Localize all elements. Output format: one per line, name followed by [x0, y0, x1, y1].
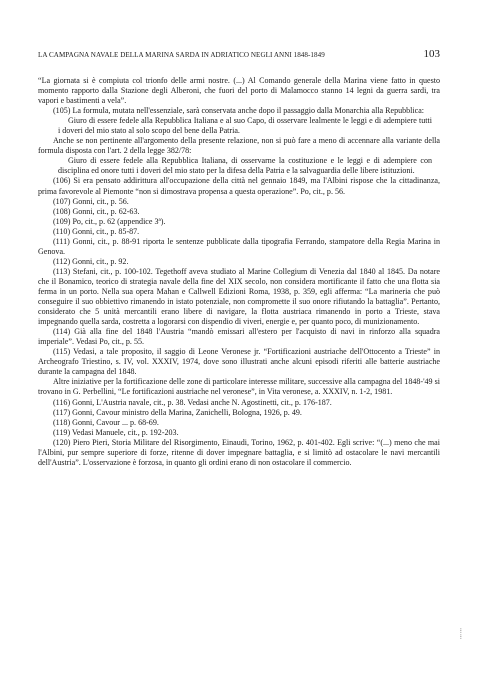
oath-quote: Giuro di essere fedele alla Repubblica Italiana e al suo Capo, di osservare lealmente le leggi e di adempiere tutti i doveri del mio stato al solo scopo del bene della Patria. — [58, 116, 432, 136]
footnote-116: (116) Gonni, L'Austria navale, cit., p. 38. Vedasi anche N. Agostinetti, cit., p. 176-187. — [53, 397, 332, 407]
paragraph: Anche se non pertinente all'argomento della presente relazione, non si può fare a meno di accennare alla variante della formula disposta con l'art. 2 della legge 382/78: — [38, 136, 440, 156]
footnote-107: (107) Gonni, cit., p. 56. — [53, 196, 129, 206]
paragraph: “La giornata si è compiuta col trionfo delle armi nostre. (...) Al Comando generale della Marina viene fatto in questo momento rapporto dalla Stazione degli Alberoni, che fuori del porto di Malamocco stanno 14 legni da guerra sardi, tra vapori e bastimenti a vela”. — [38, 76, 440, 106]
page-number: 103 — [423, 48, 440, 60]
page-body — [38, 76, 440, 468]
oath-quote: Giuro di essere fedele alla Repubblica Italiana, di osservarne la costituzione e le leggi e di adempiere con disciplina ed onore tutti i doveri del mio stato per la difesa della Patria e la salvaguardia delle libere istituzioni. — [58, 156, 432, 176]
footnote-118: (118) Gonni, Cavour ... p. 68-69. — [53, 417, 159, 427]
paragraph: Altre iniziative per la fortificazione delle zone di particolare interesse militare, successive alla campagna del 1848-'49 si trovano in G. Perbellini, “Le fortificazioni austriache nel veronese”, in Vita veronese, a. XXXIV, n. 1-2, 1981. — [38, 377, 440, 397]
footnote-106: (106) Si era pensato addirittura all'occupazione della città nel gennaio 1849, ma l'Albini rispose che la cittadinanza, prima favorevole al Piemonte “non si dimostrava propensa a questa operazione”. Po, cit., p. 56. — [38, 176, 440, 196]
footnote-119: (119) Vedasi Manuele, cit., p. 192-203. — [53, 427, 179, 437]
margin-scribble-mark: ⁝ ⁝ — [459, 627, 462, 641]
footnote-114: (114) Già alla fine del 1848 l'Austria “mandò emissari all'estero per l'acquisto di navi in rinforzo alla squadra imperiale”. Vedasi Po, cit., p. 55. — [38, 327, 440, 347]
footnote-105: (105) La formula, mutata nell'essenziale, sarà conservata anche dopo il passaggio dalla Monarchia alla Repubblica: — [53, 106, 425, 116]
footnote-108: (108) Gonni, cit., p. 62-63. — [53, 206, 140, 216]
footnote-112: (112) Gonni, cit., p. 92. — [53, 256, 129, 266]
footnote-115: (115) Vedasi, a tale proposito, il saggio di Leone Veronese jr. “Fortificazioni austriache dell'Ottocento a Trieste” in Archeografo Triestino, s. IV, vol. XXXIV, 1974, dove sono illustrati anche alcuni episodi riferiti alle batterie austriache durante la campagna del 1848. — [38, 347, 440, 377]
running-head: LA CAMPAGNA NAVALE DELLA MARINA SARDA IN ADRIATICO NEGLI ANNI 1848-1849 — [38, 51, 325, 59]
footnote-111: (111) Gonni, cit., p. 88-91 riporta le sentenze pubblicate dalla tipografia Ferrando, stampatore della Regia Marina in Genova. — [38, 236, 440, 256]
footnote-113: (113) Stefani, cit., p. 100-102. Tegethoff aveva studiato al Marine Collegium di Venezia dal 1840 al 1845. Da notare che il Bonamico, teorico di strategia navale della fine del XIX secolo, non considera mortificante il fatto che una flotta sia ferma in un porto. Nella sua opera Mahan e Callwell Edizioni Roma, 1938, p. 359, egli afferma: “La marineria che può conseguire il suo obbiettivo rimanendo in istato potenziale, non compromette il suo onore rifiutando la battaglia”. Pertanto, considerato che 5 unità mercantili erano libere di navigare, la flotta austriaca rimanendo in porto a Trieste, stava impegnando quella sarda, costretta a logorarsi con dispendio di viveri, energie e, per quanto poco, di munizionamento. — [38, 266, 440, 327]
footnote-117: (117) Gonni, Cavour ministro della Marina, Zanichelli, Bologna, 1926, p. 49. — [53, 407, 302, 417]
footnote-109: (109) Po, cit., p. 62 (appendice 3ª). — [53, 216, 166, 226]
footnote-110: (110) Gonni, cit., p. 85-87. — [53, 226, 140, 236]
footnote-120: (120) Piero Pieri, Storia Militare del Risorgimento, Einaudi, Torino, 1962, p. 401-402. Egli scrive: “(...) meno che mai l'Albini, pur sempre superiore di forze, ritenne di dover impegnare battaglia, e si limitò ad ostacolare le navi mercantili dell'Austria”. L'osservazione è forzosa, in quanto gli ordini erano di non ostacolare il commercio. — [38, 437, 440, 467]
page-header — [38, 48, 440, 64]
